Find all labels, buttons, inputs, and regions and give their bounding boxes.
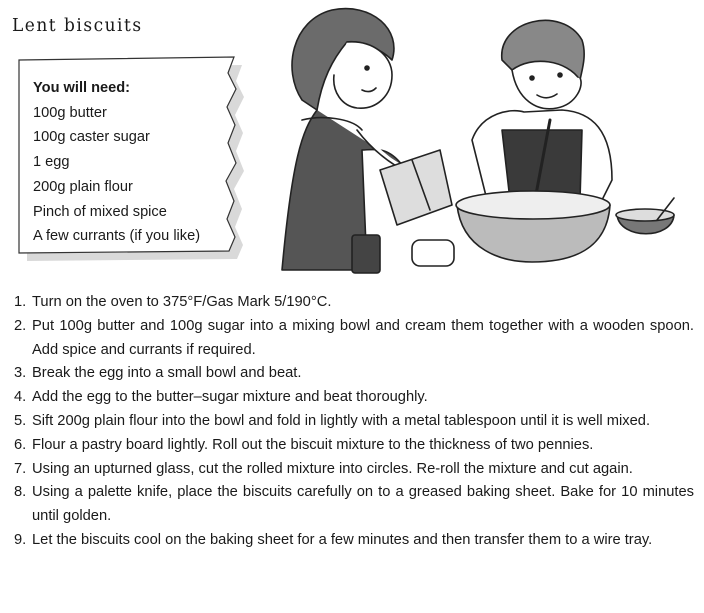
- step-text: Using a palette knife, place the biscuits carefully on to a greased baking sheet. Bake for 10 minutes until golden.: [32, 484, 694, 525]
- step-text: Sift 200g plain flour into the bowl and fold in lightly with a metal tablespoon until it is well mixed.: [32, 412, 651, 429]
- ingredient-item: 1 egg: [33, 154, 70, 171]
- step-number: 5.: [14, 412, 27, 429]
- step-number: 4.: [14, 389, 27, 406]
- step-number: 3.: [14, 365, 27, 382]
- ingredient-item: A few currants (if you like): [33, 228, 201, 245]
- method-step: [14, 291, 694, 315]
- step-text: Turn on the oven to 375°F/Gas Mark 5/190°C.: [32, 294, 332, 310]
- method-steps: [14, 291, 694, 553]
- step-text: Flour a pastry board lightly. Roll out the biscuit mixture to the thickness of two pennies.: [32, 436, 594, 453]
- step-number: 9.: [14, 531, 27, 548]
- step-text: Add the egg to the butter–sugar mixture and beat thoroughly.: [32, 389, 428, 406]
- ingredient-item: 200g plain flour: [33, 178, 133, 195]
- step-number: 1.: [14, 294, 27, 310]
- method-step: [14, 529, 694, 553]
- step-number: 6.: [14, 436, 27, 453]
- method-step: [14, 386, 694, 410]
- step-text: Put 100g butter and 100g sugar into a mixing bowl and cream them together with a wooden spoon. Add spice and currants if required.: [32, 317, 694, 358]
- step-text: Let the biscuits cool on the baking sheet for a few minutes and then transfer them to a wire tray.: [32, 531, 653, 548]
- ingredients-card: [14, 55, 244, 263]
- method-step: [14, 434, 694, 458]
- ingredient-item: 100g caster sugar: [33, 129, 150, 146]
- method-step: [14, 481, 694, 529]
- method-step: [14, 362, 694, 386]
- method-step: [14, 315, 694, 363]
- children-baking-illustration: [262, 0, 692, 285]
- method-step: [14, 410, 694, 434]
- step-number: 8.: [14, 484, 27, 501]
- ingredient-item: 100g butter: [33, 104, 107, 121]
- method-step: [14, 458, 694, 482]
- step-number: 2.: [14, 317, 27, 334]
- step-number: 7.: [14, 460, 27, 477]
- ingredients-heading: You will need:: [33, 80, 131, 96]
- ingredient-item: Pinch of mixed spice: [33, 203, 167, 220]
- recipe-title: Lent biscuits: [12, 15, 143, 37]
- step-text: Using an upturned glass, cut the rolled mixture into circles. Re-roll the mixture and cut again.: [32, 460, 633, 477]
- ingredients-list: [33, 76, 200, 249]
- step-text: Break the egg into a small bowl and beat.: [32, 365, 302, 382]
